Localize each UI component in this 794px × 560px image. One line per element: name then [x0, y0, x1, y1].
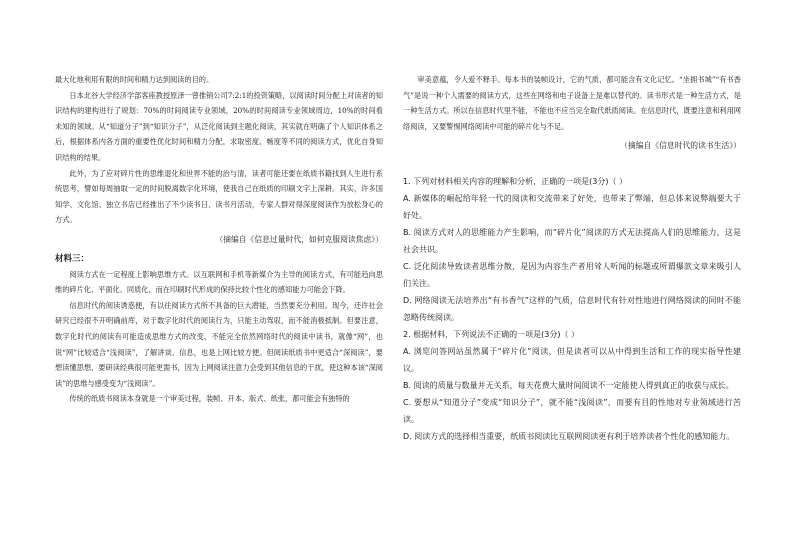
- question-2-option-b: B. 阅读的质量与数量并无关系，每天花费大量时间阅读不一定能使人得到真正的收获与成长。: [403, 380, 734, 390]
- left-paragraph-5: 传统的纸质书阅读本身就是一个审美过程，装帧、开本、版式、纸张，都可能会有独特的: [69, 394, 350, 404]
- right-column: [403, 72, 741, 445]
- source-citation-1: （摘编自《信息过量时代，如何克服阅读焦虑》）: [215, 234, 383, 244]
- left-paragraph-0: 最大化地利用有限的时间和精力达到阅读的目的。: [55, 75, 214, 84]
- left-paragraph-1: 日本北谷大学经济学部客座教授原泽一曾推销公司7:2:1的投资策略，以阅读时间分配上对读者的知识结构的建构进行了规划：70%的时间阅读专业领域，20%的时间阅读专业领域周边，10%的时间看未知的领域。从“知道分子”到“知识分子”，从泛化阅读到主题化阅读，其实就在明确了个人知识体系之后，根据体系内各方面的重要性优化时间和精力分配，求取密度、畅度等不同的阅读方式，优化自身知识结构的结果。: [55, 90, 383, 162]
- left-paragraph-4: 信息时代的阅读诱惑便，有以往阅读方式所不具备的巨大潜能，当然要充分利用。现今，还许社会研究已经很不开明确前库，对于数字化时代的阅读行为，只能主动驾驭，而不能消极抵制。但要注意，数字化时代的阅读有可能造成思维方式的改变，不能完全依然网络时代的阅读中读书，就像“网”，也说“网”比较适合“浅阅读”，了解讲谈、信息，也是上网比较方便。但阅读纸质书中更适合“深阅读”，要想读懂思想、要研读经典很可能更需书，因为上网阅读注意力会受到其他信息的干扰，使这种本该“深阅读”的思维与感受变为“浅阅读”。: [55, 300, 383, 388]
- question-1-stem: 1. 下列对材料相关内容的理解和分析，正确的一项是(3分)（ ）: [403, 176, 628, 186]
- question-1-option-b: B. 阅读方式对人的思维能力产生影响，而“碎片化”阅读的方式无法提高人们的思维能力，这是社会共识。: [403, 227, 741, 254]
- question-1-option-c: C. 泛化阅读导致读者思维分散，是因为内容生产者用耸人听闻的标题或所谓爆款文章来吸引人们关注。: [403, 261, 741, 288]
- left-paragraph-3: 阅读方式在一定程度上影响思维方式。以互联网和手机等新媒介为主导的阅读方式，有可能趋向思维的碎片化、平面化、同质化，而在印刷时代形成的保持比较个性化的感知能力可能会下降。: [55, 269, 383, 295]
- question-2-option-d: D. 阅读方式的选择相当重要，纸质书阅读比互联网阅读更有利于培养读者个性化的感知能力。: [403, 431, 735, 441]
- left-column: [55, 72, 383, 407]
- right-paragraph-0: 审美意蕴，令人爱不释手。每本书的装帧设计，它的气质，都可能含有文化记忆。“坐拥书城”“有书香气”是说一种个人需要的阅读方式，这些在网络和电子设备上是难以替代的。读书形式是一种生活方式，是一种生活方式。所以在信息时代里不能，不能也不应当完全取代纸质阅读。在信息时代，既要注意和利用网络阅读，又要警惕网络阅读中可能的碎片化与不足。: [403, 75, 741, 131]
- left-paragraph-2: 此外，为了应对碎片性的思维退化和世界不能的治与清，读者可能还要在纸质书籍找到人生进行系统思考，譬如每周抽取一定的时间脱离数字化环境，使我自己在纸质的印刷文字上深耕。其实，许多国知学、文化馆、独立书店已经推出了不少读书日、读书月活动，专家人群对得深度阅读作为放松身心的方式。: [55, 168, 383, 225]
- question-2-option-a: A. 浏览问答网站虽然属于“碎片化”阅读，但是读者可以从中得到生活和工作的现实指导性建议。: [403, 346, 741, 373]
- question-1-option-a: A. 新媒体的崛起给年轻一代的阅读和交流带来了好处，也带来了弊端，但总体来说弊端要大于好处。: [403, 193, 741, 220]
- question-2-option-c: C. 要想从“知道分子”变成“知识分子”，就不能“浅阅读”，而要有目的性地对专业领域进行苦读。: [403, 397, 741, 424]
- spacer: [403, 157, 741, 173]
- source-citation-2: （摘编自《信息时代的读书生活》）: [620, 141, 741, 151]
- question-1-option-d: D. 网络阅读无法培养出“有书香气”这样的气质，信息时代有针对性地进行网络阅读的同时不能忽略传统阅读。: [403, 295, 741, 322]
- material-3-heading: 材料三：: [55, 253, 90, 264]
- question-2-stem: 2. 根据材料，下列说法不正确的一项是(3分)（ ）: [403, 329, 580, 339]
